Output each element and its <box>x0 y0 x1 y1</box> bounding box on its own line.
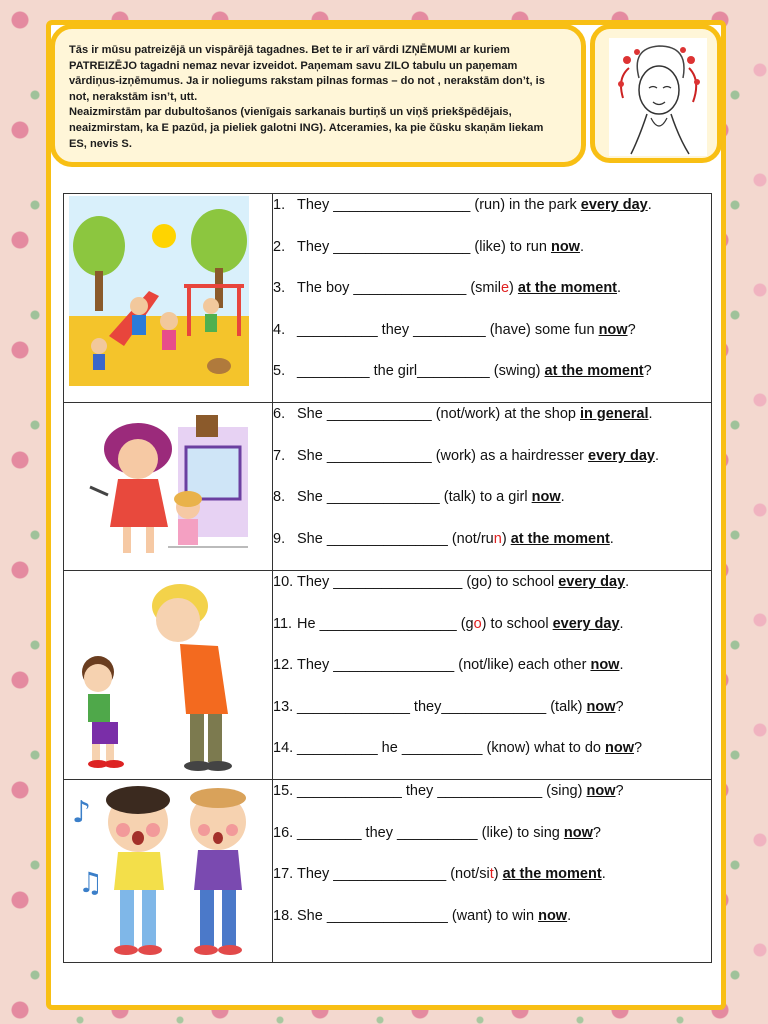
item-text: to school <box>486 615 553 632</box>
item-punctuation: ? <box>615 782 624 799</box>
answer-blank[interactable]: _________________ <box>333 238 471 255</box>
answer-blank[interactable]: _____________ <box>326 406 432 422</box>
verb-hint: (not/ru <box>447 530 494 547</box>
item-text: they <box>377 321 414 338</box>
item-number: 4. <box>273 321 286 338</box>
verb-hint: ) <box>481 615 487 632</box>
item-text: She <box>297 406 327 422</box>
answer-blank[interactable]: ________________ <box>333 574 463 590</box>
verb-hint: (smil <box>466 280 501 297</box>
item-punctuation: . <box>567 907 572 924</box>
answer-blank[interactable]: _____________ <box>441 698 547 715</box>
item-text: what to do <box>530 740 606 757</box>
time-keyword: now <box>550 238 580 255</box>
answer-blank[interactable]: ______________ <box>353 280 467 297</box>
item-text: they <box>409 698 442 715</box>
item-punctuation: ? <box>627 321 636 338</box>
time-keyword: every day <box>580 197 648 213</box>
exercise-item <box>273 194 711 236</box>
answer-blank[interactable]: _______________ <box>333 657 455 674</box>
item-punctuation: . <box>648 406 653 422</box>
item-text: they <box>361 824 397 841</box>
answer-blank[interactable]: _______________ <box>326 907 448 924</box>
exercise-item <box>273 486 711 528</box>
item-text: The boy <box>297 280 354 297</box>
time-keyword: now <box>538 907 568 924</box>
doubling-letter: t <box>489 866 494 883</box>
item-punctuation: ? <box>592 824 601 841</box>
exercise-item <box>273 236 711 278</box>
item-text: some fun <box>530 321 599 338</box>
item-text: they <box>401 782 438 799</box>
item-text: They <box>297 657 334 674</box>
verb-hint: (swing <box>489 363 536 380</box>
verb-hint: ) <box>526 321 531 338</box>
verb-hint: ) <box>500 197 506 213</box>
verb-hint: (not/work <box>431 406 496 422</box>
verb-hint: (have <box>485 321 527 338</box>
exercise-section-4 <box>64 779 712 962</box>
verb-hint: ) <box>500 238 506 255</box>
item-punctuation: . <box>619 657 624 674</box>
time-keyword: at the moment <box>502 866 602 883</box>
item-text: to win <box>492 907 539 924</box>
item-punctuation: . <box>617 280 622 297</box>
verb-hint: (want <box>447 907 488 924</box>
item-text: at the shop <box>500 406 581 422</box>
item-text: to run <box>505 238 551 255</box>
answer-blank[interactable]: ______________ <box>333 866 447 883</box>
picture-cell-1 <box>64 194 273 403</box>
item-number: 16. <box>273 824 294 841</box>
item-punctuation: ? <box>634 740 643 757</box>
picture-cell-2 <box>64 403 273 571</box>
answer-blank[interactable]: _______________ <box>326 530 448 547</box>
item-text: he <box>377 740 402 757</box>
time-keyword: every day <box>552 615 620 632</box>
answer-blank[interactable]: _________ <box>413 321 486 338</box>
item-number: 12. <box>273 657 294 674</box>
exercise-table <box>63 193 712 963</box>
verb-hint: ) <box>508 824 514 841</box>
answer-blank[interactable]: __________ <box>396 824 478 841</box>
item-text: They <box>297 238 334 255</box>
exercise-section-3 <box>64 571 712 780</box>
verb-hint: ) <box>471 489 477 506</box>
time-keyword: at the moment <box>544 363 644 380</box>
verb-hint: (like <box>477 824 509 841</box>
item-number: 7. <box>273 447 286 464</box>
item-text: She <box>297 530 327 547</box>
exercise-item <box>273 863 711 905</box>
time-keyword: at the moment <box>510 530 610 547</box>
item-punctuation: . <box>560 489 565 506</box>
answer-blank[interactable]: __________ <box>297 321 378 338</box>
avatar-box <box>590 24 722 163</box>
exercise-item <box>273 528 711 570</box>
item-text: in the park <box>505 197 581 213</box>
verb-hint: ) <box>509 657 514 674</box>
item-text: He <box>297 615 320 632</box>
time-keyword: now <box>563 824 593 841</box>
exercise-item <box>273 737 711 779</box>
time-keyword: every day <box>558 574 626 590</box>
item-number: 14. <box>273 740 294 757</box>
exercise-section-1 <box>64 194 712 403</box>
time-keyword: now <box>586 782 616 799</box>
doubling-letter: n <box>493 530 502 547</box>
item-number: 11. <box>273 615 293 632</box>
time-keyword: every day <box>588 447 655 464</box>
time-keyword: at the moment <box>517 280 618 297</box>
item-text: She <box>297 447 327 464</box>
item-text: as a hairdresser <box>476 447 589 464</box>
answer-blank[interactable]: _________ <box>417 363 490 380</box>
item-punctuation: ? <box>615 698 624 715</box>
item-punctuation: . <box>625 574 630 590</box>
exercise-item <box>273 613 711 655</box>
item-number: 15. <box>273 782 294 799</box>
verb-hint: ) <box>487 574 493 590</box>
answer-blank[interactable]: _____________ <box>437 782 543 799</box>
exercise-item <box>273 571 711 613</box>
svg-text:♪: ♪ <box>72 794 92 830</box>
answer-blank[interactable]: _____________ <box>297 782 402 799</box>
exercise-section-2 <box>64 403 712 571</box>
items-cell-1 <box>273 194 712 403</box>
item-number: 17. <box>273 866 294 883</box>
verb-hint: (talk <box>439 489 472 506</box>
children-playground-illustration <box>69 196 249 386</box>
item-number: 5. <box>273 363 286 380</box>
exercise-item <box>273 360 711 402</box>
verb-hint: ) <box>487 907 493 924</box>
exercise-item <box>273 403 711 445</box>
verb-hint: (not/si <box>446 866 490 883</box>
item-number: 10. <box>273 574 294 590</box>
two-boys-illustration <box>68 574 264 774</box>
answer-blank[interactable]: _____________ <box>326 447 432 464</box>
item-text: to school <box>492 574 559 590</box>
svg-text:♫: ♫ <box>78 865 104 899</box>
item-number: 13. <box>273 698 294 715</box>
item-text: to a girl <box>476 489 532 506</box>
time-keyword: now <box>598 321 628 338</box>
answer-blank[interactable]: _________________ <box>319 615 457 632</box>
hairdresser-illustration <box>68 407 258 562</box>
verb-hint: ) <box>495 406 501 422</box>
verb-hint: (g <box>456 615 474 632</box>
verb-hint: ) <box>577 782 583 799</box>
item-text: They <box>297 197 334 213</box>
verb-hint: (run <box>470 197 501 213</box>
exercise-item <box>273 696 711 738</box>
item-punctuation: ? <box>643 363 652 380</box>
item-punctuation: . <box>619 615 624 632</box>
verb-hint: (not/like <box>454 657 510 674</box>
instructions-box <box>50 24 586 167</box>
instructions-paragraph-1: Tās ir mūsu patreizējā un vispārējā tagadnes. Bet te ir arī vārdi IZŅĒMUMI ar kuriem PATREIZĒJO tagadni nemaz nevar izveidot. Paņemam savu ZILO tabulu un paņemam vārdiņus-izņēmumus. Ja ir noliegums rakstam pilnas formas – do not , nerakstām don’t, is not, nerakstām isn’t, utt. <box>69 44 545 103</box>
item-number: 2. <box>273 238 286 255</box>
time-keyword: now <box>590 657 620 674</box>
time-keyword: now <box>531 489 561 506</box>
verb-hint: ) <box>535 363 541 380</box>
exercise-item <box>273 822 711 864</box>
exercise-item <box>273 445 711 487</box>
verb-hint: ) <box>501 530 507 547</box>
answer-blank[interactable]: ______________ <box>326 489 440 506</box>
item-number: 1. <box>273 197 286 213</box>
exercise-item <box>273 780 711 822</box>
verb-hint: (go <box>462 574 488 590</box>
doubling-letter: o <box>473 615 482 632</box>
item-number: 18. <box>273 907 294 924</box>
answer-blank[interactable]: _________ <box>297 363 370 380</box>
time-keyword: now <box>586 698 616 715</box>
item-punctuation: . <box>601 866 606 883</box>
exercise-item <box>273 277 711 319</box>
item-number: 9. <box>273 530 286 547</box>
item-text: They <box>297 866 334 883</box>
item-text: to sing <box>513 824 564 841</box>
answer-blank[interactable]: ________ <box>297 824 362 841</box>
verb-hint: (work <box>431 447 472 464</box>
verb-hint: ) <box>493 866 499 883</box>
item-punctuation: . <box>647 197 652 213</box>
time-keyword: now <box>605 740 635 757</box>
verb-hint: ) <box>525 740 531 757</box>
items-cell-2 <box>273 403 712 571</box>
item-punctuation: . <box>579 238 584 255</box>
verb-hint: ) <box>471 447 477 464</box>
items-cell-4 <box>273 779 712 962</box>
verb-hint: (sing <box>542 782 578 799</box>
time-keyword: in general <box>580 406 649 422</box>
answer-blank[interactable]: __________ <box>401 740 483 757</box>
answer-blank[interactable]: __________ <box>297 740 378 757</box>
item-punctuation: . <box>609 530 614 547</box>
exercise-item <box>273 654 711 696</box>
item-text: She <box>297 489 327 506</box>
item-text: They <box>297 574 334 590</box>
item-text: each other <box>513 657 591 674</box>
picture-cell-4 <box>64 779 273 962</box>
singing-children-illustration <box>68 782 264 958</box>
exercise-item <box>273 905 711 947</box>
verb-hint: ) <box>577 698 583 715</box>
instructions-paragraph-2: Neaizmirstām par dubultošanos (vienīgais sarkanais burtiņš un viņš priekšpēdējais, neaizmirstam, ka E pazūd, ja pieliek galotni ING). Atceramies, ka pie čūsku skaņām liekam ES, nevis S. <box>69 106 544 150</box>
picture-cell-3 <box>64 571 273 780</box>
exercise-item <box>273 319 711 361</box>
doubling-letter: e <box>500 280 510 297</box>
items-cell-3 <box>273 571 712 780</box>
item-text: the girl <box>369 363 418 380</box>
answer-blank[interactable]: _________________ <box>333 197 471 213</box>
item-punctuation: . <box>654 447 659 464</box>
item-number: 8. <box>273 489 286 506</box>
item-number: 6. <box>273 406 286 422</box>
verb-hint: (know <box>482 740 526 757</box>
verb-hint: (talk <box>546 698 578 715</box>
verb-hint: (like <box>470 238 501 255</box>
answer-blank[interactable]: ______________ <box>297 698 410 715</box>
girl-sketch-icon <box>609 38 707 156</box>
item-number: 3. <box>273 280 286 297</box>
item-text: She <box>297 907 327 924</box>
verb-hint: ) <box>509 280 514 297</box>
